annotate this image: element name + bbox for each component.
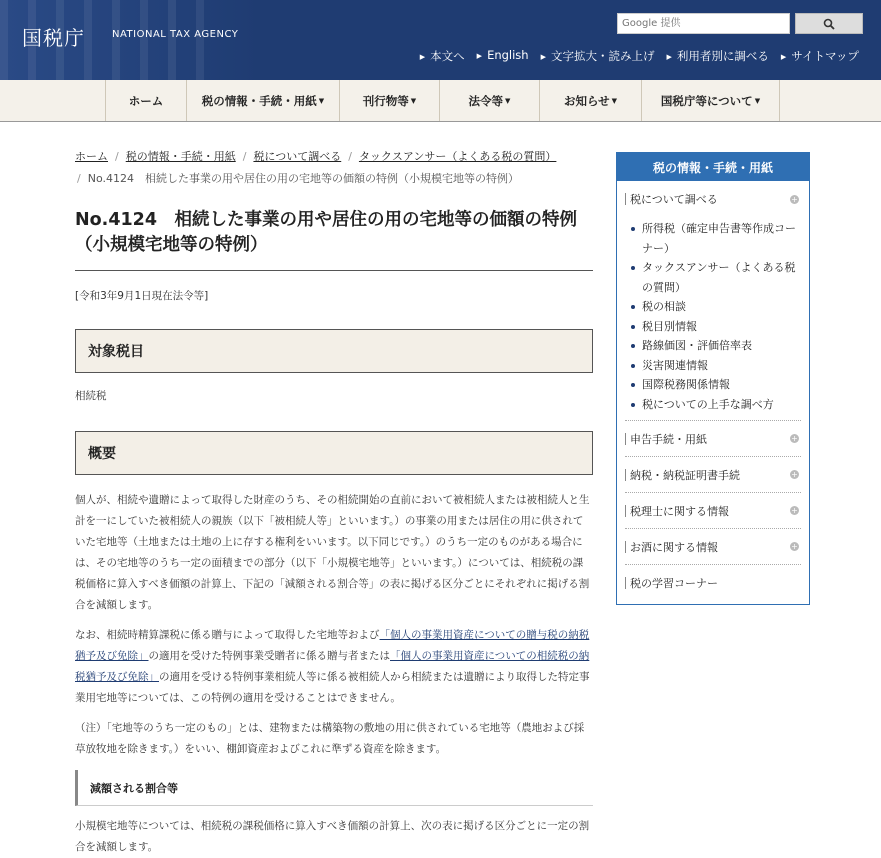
site-header [0,0,881,80]
search-button[interactable] [795,13,863,34]
utility-links [420,48,859,64]
sidebar-item-learning[interactable]: 税の学習コーナー [625,565,801,601]
global-nav [0,80,881,122]
overview-paragraph: 個人が、相続や遺贈によって取得した財産のうち、その相続開始の直前において被相続人または被相続人と生計を一にしていた被相続人の親族（以下「被相続人等」といいます。）の事業の用または居住の用に供されていた宅地等（土地または土地の上に存する権利をいいます。以下同じです。）のうち一定のものがある場合には、その宅地等のうち一定の面積までの部分（以下「小規模宅地等」といいます。）については、相続税の課税価格に算入すべき価額の計算上、下記の「減額される割合等」の表に掲げる区分ごとにそれぞれに掲げる割合を減額します。 [75,494,590,611]
gift-tax-deferral-link[interactable]: 「個人の事業用資産についての贈与税の納税猶予及び免除」 [75,629,590,662]
section-heading-overview: 概要 [75,431,593,475]
as-of-date: [令和3年9月1日現在法令等] [75,290,209,302]
sidebar-item-filing[interactable]: 申告手続・用紙 + [625,421,801,457]
breadcrumb-current: No.4124 相続した事業の用や居住の用の宅地等の価額の特例（小規模宅地等の特例） [87,172,519,185]
caret-down-icon: ▼ [505,96,511,105]
nav-tax-info[interactable]: 税の情報・手続・用紙 ▼ [186,80,339,121]
main-content [75,146,593,858]
sidebar-subitem[interactable]: 税の相談 [629,297,801,317]
sitemap-link[interactable]: ▶ サイトマップ [781,48,859,64]
nav-home[interactable]: ホーム [105,80,186,121]
sidebar-item-payment[interactable]: 納税・納税証明書手続 + [625,457,801,493]
sidebar-item-alcohol[interactable]: お酒に関する情報 + [625,529,801,565]
inheritance-tax-deferral-link[interactable]: 「個人の事業用資産についての相続税の納税猶予及び免除」 [75,650,590,683]
caret-down-icon: ▼ [410,96,417,105]
subsection-heading-reduction: 減額される割合等 [75,770,593,806]
sidebar-menu [616,152,810,605]
breadcrumb: ホーム / 税の情報・手続・用紙 / 税について調べる / タックスアンサー（よくある税の質問） / No.4124 相続した事業の用や居住の用の宅地等の価額の特例（小規模宅地等の特例） [75,150,557,185]
page-title: No.4124 相続した事業の用や居住の用の宅地等の価額の特例（小規模宅地等の特例） [75,208,593,271]
breadcrumb-home[interactable]: ホーム [75,150,108,163]
sidebar-subitem[interactable]: 所得税（確定申告書等作成コーナー） [629,219,801,258]
search-box[interactable] [617,13,790,34]
breadcrumb-research[interactable]: 税について調べる [253,150,342,163]
nav-publications[interactable]: 刊行物等 ▼ [339,80,439,121]
tax-item-value: 相続税 [75,390,107,402]
exclusion-paragraph: なお、相続時精算課税に係る贈与によって取得した宅地等および「個人の事業用資産についての贈与税の納税猶予及び免除」の適用を受けた特例事業受贈者に係る贈与者または「個人の事業用資産についての相続税の納税猶予及び免除」の適用を受ける特例事業相続人等に係る被相続人から相続または遺贈により取得した特定事業用宅地等については、この特例の適用を受けることはできません。 [75,629,590,704]
sidebar-subitem[interactable]: 税目別情報 [629,317,801,337]
skip-to-content-link[interactable]: ▶ 本文へ [420,48,465,64]
nav-about[interactable]: 国税庁等について ▼ [641,80,780,121]
section-heading-tax-item: 対象税目 [75,329,593,373]
sidebar-subitem[interactable]: 災害関連情報 [629,356,801,376]
caret-down-icon: ▼ [754,96,761,105]
note-paragraph: （注）「宅地等のうち一定のもの」とは、建物または構築物の敷地の用に供されている宅地等（農地および採草放牧地を除きます。）をいい、棚卸資産およびこれに準ずる資産を除きます。 [75,722,585,755]
site-logo[interactable]: 国税庁 [22,26,85,50]
sidebar-item-research[interactable]: 税について調べる + [625,181,801,217]
expand-icon: + [791,434,798,443]
sidebar-subitem[interactable]: 税についての上手な調べ方 [629,395,801,415]
sidebar-sublist [625,217,801,421]
text-size-link[interactable]: ▶ 文字拡大・読み上げ [541,48,655,64]
site-logo-english[interactable]: NATIONAL TAX AGENCY [112,29,239,40]
nav-laws[interactable]: 法令等 ▼ [439,80,539,121]
expand-icon: + [791,506,798,515]
by-user-link[interactable]: ▶ 利用者別に調べる [666,48,768,64]
reduction-paragraph: 小規模宅地等については、相続税の課税価格に算入すべき価額の計算上、次の表に掲げる区分ごとに一定の割合を減額します。 [75,820,590,853]
search-icon [823,18,835,30]
sidebar-subitem[interactable]: 路線価図・評価倍率表 [629,336,801,356]
expand-icon: + [791,542,798,551]
expand-icon: + [791,194,798,204]
caret-down-icon: ▼ [611,96,618,105]
sidebar-subitem[interactable]: 国際税務関係情報 [629,375,801,395]
sidebar-item-tax-accountant[interactable]: 税理士に関する情報 + [625,493,801,529]
caret-down-icon: ▼ [318,96,325,105]
search-input[interactable] [618,14,789,33]
sidebar-subitem[interactable]: タックスアンサー（よくある税の質問） [629,258,801,297]
expand-icon: + [791,470,798,479]
english-link[interactable]: ▶ English [477,48,529,64]
breadcrumb-tax-answer[interactable]: タックスアンサー（よくある税の質問） [358,150,557,163]
breadcrumb-tax-info[interactable]: 税の情報・手続・用紙 [125,150,236,163]
nav-notices[interactable]: お知らせ ▼ [539,80,641,121]
sidebar-title[interactable]: 税の情報・手続・用紙 [617,153,809,181]
